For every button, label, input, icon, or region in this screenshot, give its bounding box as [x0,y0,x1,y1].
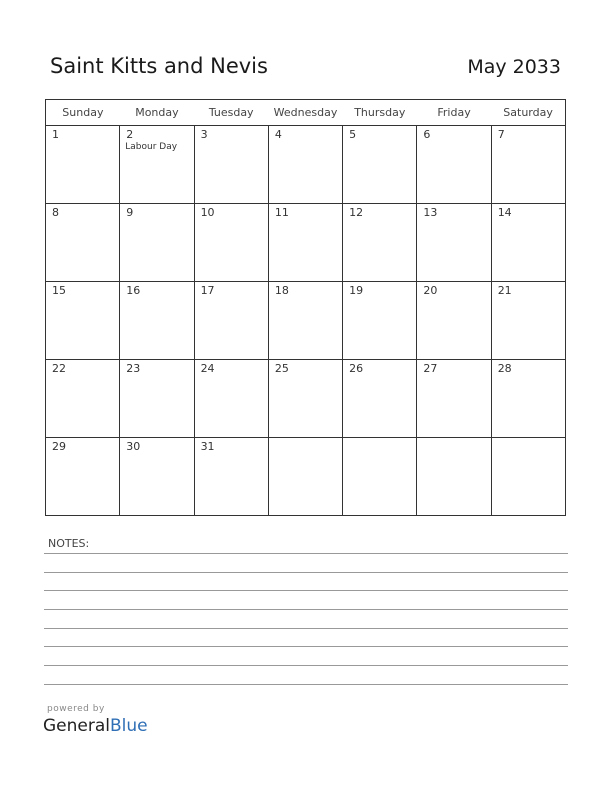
weekday-header-row [46,100,566,126]
day-cell [120,204,194,282]
day-number: 23 [126,362,141,375]
day-cell [120,360,194,438]
day-number: 3 [200,128,208,141]
day-cell [417,126,491,204]
day-cell [491,360,565,438]
day-cell [417,204,491,282]
day-number: 7 [497,128,505,141]
day-number: 2 [126,128,134,141]
day-cell [268,438,342,516]
day-cell [491,126,565,204]
notes-label: NOTES: [48,537,90,550]
day-cell [194,438,268,516]
brand-general: General [43,716,110,736]
day-number: 10 [200,206,215,219]
day-number: 18 [274,284,289,297]
day-cell [417,282,491,360]
day-number: 20 [423,284,438,297]
calendar-week-row [46,126,566,204]
day-number: 11 [274,206,289,219]
day-number [492,438,565,440]
day-cell [194,360,268,438]
day-cell [268,204,342,282]
day-cell [46,204,120,282]
day-number: 28 [497,362,512,375]
notes-line [44,572,568,573]
day-cell [343,438,417,516]
day-number: 8 [52,206,59,219]
day-cell [46,282,120,360]
notes-line [44,553,568,554]
weekday-wednesday: Wednesday [268,100,342,126]
day-cell [194,282,268,360]
day-cell [120,282,194,360]
calendar-week-row [46,204,566,282]
calendar-week-row [46,360,566,438]
calendar-country-title: Saint Kitts and Nevis [50,54,268,78]
day-cell [268,282,342,360]
day-cell [46,360,120,438]
day-number: 16 [126,284,141,297]
day-number: 21 [497,284,512,297]
day-number: 17 [200,284,215,297]
day-number: 19 [349,284,364,297]
day-cell [417,360,491,438]
day-number: 5 [349,128,357,141]
day-number [343,438,416,440]
day-number: 22 [52,362,66,375]
day-cell [268,126,342,204]
calendar-week-row [46,282,566,360]
day-number: 25 [274,362,289,375]
weekday-monday: Monday [120,100,194,126]
weekday-sunday: Sunday [46,100,120,126]
day-cell [491,438,565,516]
brand-blue: Blue [110,716,148,736]
day-number: 29 [52,440,66,453]
notes-line [44,628,568,629]
generalblue-logo [43,716,148,736]
day-cell [194,126,268,204]
calendar-grid [45,99,566,516]
day-number: 31 [200,440,215,453]
day-cell [343,360,417,438]
weekday-saturday: Saturday [491,100,565,126]
day-cell [194,204,268,282]
day-cell [343,204,417,282]
day-cell [343,126,417,204]
day-number: 30 [126,440,141,453]
day-number: 1 [52,128,59,141]
day-cell [491,282,565,360]
day-number: 14 [497,206,512,219]
holiday-label: Labour Day [125,142,178,152]
day-cell [268,360,342,438]
powered-by-text: powered by [47,704,105,714]
day-number: 15 [52,284,66,297]
day-cell [46,126,120,204]
day-cell [46,438,120,516]
notes-line [44,684,568,685]
notes-line [44,609,568,610]
notes-line [44,665,568,666]
day-number: 26 [349,362,364,375]
day-number [269,438,342,440]
day-cell [417,438,491,516]
day-number: 9 [126,206,134,219]
day-number: 13 [423,206,438,219]
notes-line [44,590,568,591]
calendar-week-row [46,438,566,516]
day-number: 12 [349,206,364,219]
weekday-tuesday: Tuesday [194,100,268,126]
day-cell [120,438,194,516]
day-number: 24 [200,362,215,375]
day-number: 6 [423,128,431,141]
day-cell [120,126,194,204]
day-number: 4 [274,128,282,141]
weekday-friday: Friday [417,100,491,126]
day-number: 27 [423,362,438,375]
weekday-thursday: Thursday [343,100,417,126]
day-cell [343,282,417,360]
day-number [417,438,490,440]
day-cell [491,204,565,282]
notes-line [44,646,568,647]
calendar-month-year: May 2033 [467,56,561,78]
